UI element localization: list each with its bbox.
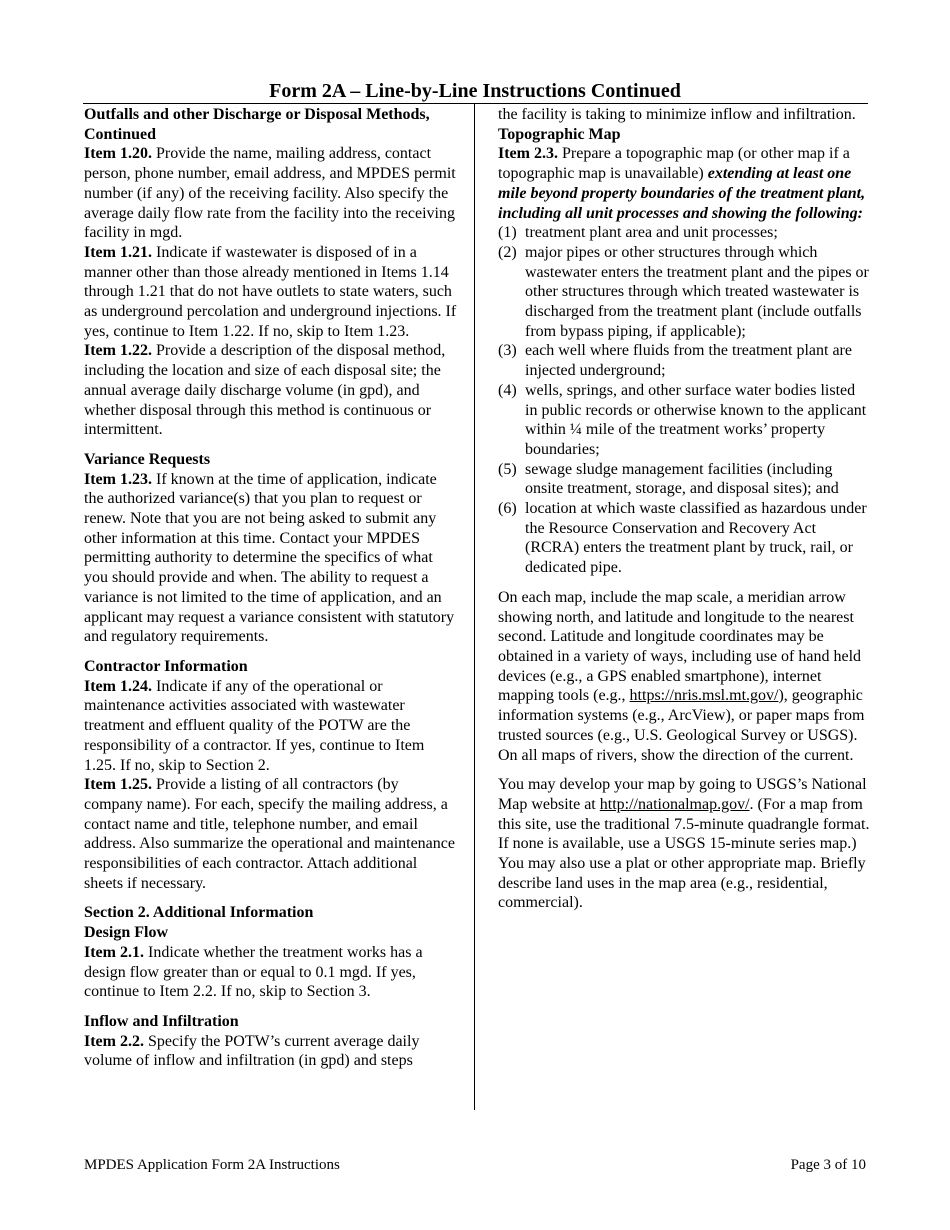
item-2-1: [84, 943, 460, 1002]
page-title: Form 2A – Line-by-Line Instructions Continued: [269, 80, 681, 102]
national-map-paragraph: [498, 775, 870, 913]
item-2-3: [498, 144, 870, 223]
item-1-23-label: Item 1.23.: [84, 470, 152, 488]
national-map-text-a: You may develop your map by going to USGS’s National Map website at: [498, 776, 867, 813]
heading-inflow: Inflow and Infiltration: [84, 1012, 239, 1030]
item-1-21-label: Item 1.21.: [84, 243, 152, 261]
item-2-1-text: Indicate whether the treatment works has a design flow greater than or equal to 0.1 mgd. If yes, continue to Item 2.2. If no, skip to Section 3.: [84, 943, 423, 1001]
list-item-text: sewage sludge management facilities (including onsite treatment, storage, and disposal sites); and: [525, 460, 839, 498]
list-item: [498, 381, 870, 460]
item-1-24-label: Item 1.24.: [84, 677, 152, 695]
item-2-2-label: Item 2.2.: [84, 1032, 144, 1050]
nris-link[interactable]: https://nris.msl.mt.gov/: [629, 687, 779, 705]
item-1-21-text: Indicate if wastewater is disposed of in a manner other than those already mentioned in Items 1.14 through 1.21 that do not have outlets to state waters, such as underground percolation and underground injections. If yes, continue to Item 1.22. If no, skip to Item 1.23.: [84, 243, 457, 340]
item-1-20: [84, 144, 460, 243]
list-item-text: each well where fluids from the treatment plant are injected underground;: [525, 342, 852, 380]
item-1-22-text: Provide a description of the disposal method, including the location and size of each disposal site; the annual average daily discharge volume (in gpd), and whether disposal through this method is continuous or intermittent.: [84, 342, 446, 439]
heading-contractor: Contractor Information: [84, 657, 248, 675]
item-1-25-text: Provide a listing of all contractors (by company name). For each, specify the mailing address, a contact name and title, telephone number, and email address. Also summarize the operational and maintenance responsibilities of each contractor. Attach additional sheets if necessary.: [84, 776, 455, 892]
map-details-text-a: On each map, include the map scale, a meridian arrow showing north, and latitude and longitude to the nearest second. Latitude and longitude coordinates may be obtained in a variety of ways, including use of hand held devices (e.g., a GPS enabled smartphone), internet mapping tools (e.g.,: [498, 588, 862, 705]
list-item-number: (4): [498, 381, 517, 399]
list-item-text: treatment plant area and unit processes;: [525, 224, 778, 242]
list-item-number: (5): [498, 460, 517, 478]
item-2-3-text: Prepare a topographic map (or other map if a topographic map is unavailable): [498, 145, 850, 183]
list-item-text: major pipes or other structures through which wastewater enters the treatment plant and the pipes or other structures through which treated wastewater is discharged from the treatment plant (include outfalls from bypass piping, if applicable);: [525, 243, 869, 340]
item-1-25: [84, 775, 460, 893]
item-2-3-emphasis: extending at least one mile beyond property boundaries of the treatment plant, including all unit processes and showing the following:: [498, 165, 866, 222]
list-item: [498, 243, 870, 342]
heading-variance: Variance Requests: [84, 450, 211, 468]
list-item-text: wells, springs, and other surface water bodies listed in public records or otherwise known to the applicant within ¼ mile of the treatment works’ property boundaries;: [525, 381, 867, 458]
item-1-25-label: Item 1.25.: [84, 776, 152, 794]
list-item-text: location at which waste classified as hazardous under the Resource Conservation and Recovery Act (RCRA) enters the treatment plant by truck, rail, or dedicated pipe.: [525, 500, 867, 577]
item-2-2-continued: the facility is taking to minimize inflow and infiltration.: [498, 106, 856, 123]
item-1-23-text: If known at the time of application, indicate the authorized variance(s) that you plan to request or renew. Note that you are not being asked to submit any other information at this time. Contact your MPDES permitting authority to determine the specifics of what you should provide and when. The ability to request a variance is not limited to the time of application, and an applicant may request a variance consistent with statutory and regulatory requirements.: [84, 470, 455, 646]
list-item-number: (1): [498, 224, 517, 242]
item-1-20-text: Provide the name, mailing address, contact person, phone number, email address, and MPDES permit number (if any) of the receiving facility. Also specify the average daily flow rate from the facility into the receiving facility in mgd.: [84, 145, 456, 242]
right-column: [498, 105, 870, 913]
item-2-3-label: Item 2.3.: [498, 145, 558, 163]
column-divider: [474, 104, 475, 1110]
item-1-20-label: Item 1.20.: [84, 145, 152, 163]
footer-document-name: MPDES Application Form 2A Instructions: [84, 1157, 340, 1173]
heading-outfalls: Outfalls and other Discharge or Disposal Methods, Continued: [84, 106, 430, 143]
map-details-text-b: ), geographic information systems (e.g., ArcView), or paper maps from trusted sources (e.g., U.S. Geological Survey or USGS). On all maps of rivers, show the direction of the current.: [498, 687, 865, 764]
national-map-text-b: . (For a map from this site, use the traditional 7.5-minute quadrangle format. If none is available, use a USGS 15-minute series map.) You may also use a plat or other appropriate map. Briefly describe land uses in the map area (e.g., residential, commercial).: [498, 795, 870, 912]
national-map-link[interactable]: http://nationalmap.gov/: [599, 795, 750, 813]
list-item-number: (6): [498, 500, 517, 518]
heading-topographic-map: Topographic Map: [498, 125, 621, 143]
list-item: [498, 499, 870, 578]
heading-section-2: Section 2. Additional Information: [84, 904, 314, 922]
list-item-number: (3): [498, 342, 517, 360]
item-1-21: [84, 243, 460, 342]
heading-design-flow: Design Flow: [84, 924, 168, 942]
map-requirements-list: [498, 223, 870, 578]
list-item: [498, 341, 870, 380]
item-1-22: [84, 341, 460, 440]
item-2-2-text: Specify the POTW’s current average daily volume of inflow and infiltration (in gpd) and steps: [84, 1032, 420, 1070]
left-column: [84, 105, 460, 1071]
list-item: [498, 223, 870, 243]
item-2-2: [84, 1032, 460, 1071]
item-1-23: [84, 470, 460, 647]
list-item-number: (2): [498, 243, 517, 261]
list-item: [498, 460, 870, 499]
footer-page-number: Page 3 of 10: [790, 1157, 866, 1173]
item-2-1-label: Item 2.1.: [84, 943, 144, 961]
title-rule: [83, 103, 868, 104]
item-1-24: [84, 677, 460, 776]
map-details-paragraph: [498, 588, 870, 765]
item-1-24-text: Indicate if any of the operational or maintenance activities associated with wastewater treatment and effluent quality of the POTW are the responsibility of a contractor. If yes, continue to Item 1.25. If no, skip to Section 2.: [84, 677, 425, 774]
item-1-22-label: Item 1.22.: [84, 342, 152, 360]
